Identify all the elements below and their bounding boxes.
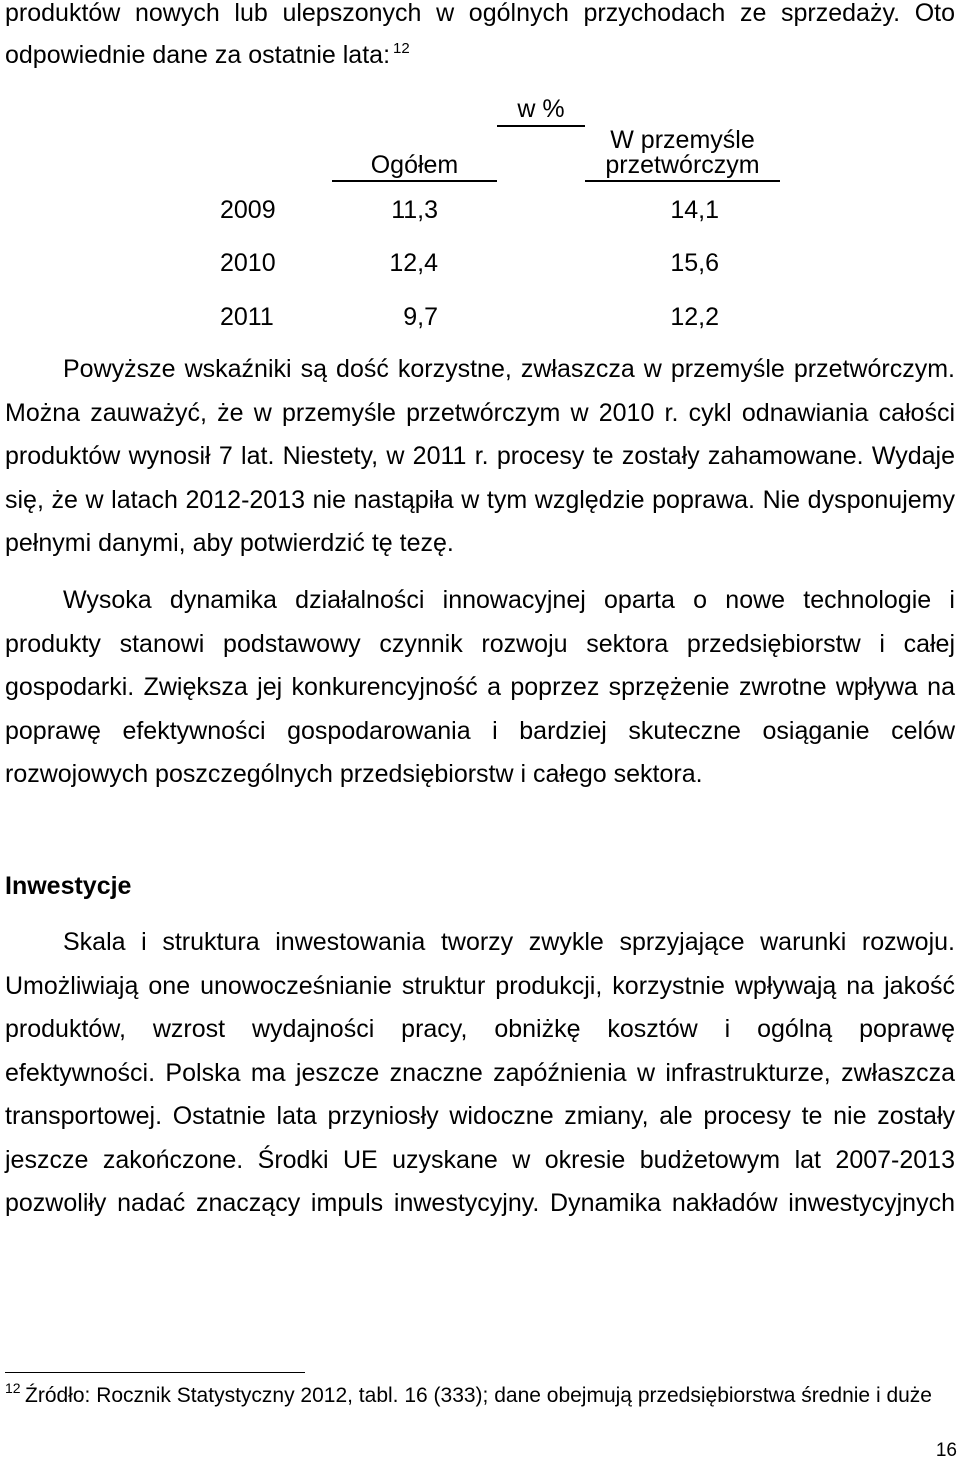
table-cell-manufacturing: 15,6 [670,249,719,278]
table-unit-header: w % [517,95,565,124]
table-cell-manufacturing: 12,2 [670,303,719,332]
text-line: poprawę efektywności gospodarowania i bardziej skuteczne osiąganie celów [5,716,955,745]
text-line: gospodarki. Zwiększa jej konkurencyjność a poprzez sprzężenie zwrotne wpływa na [5,673,955,702]
column-header-manufacturing-line1: W przemyśle [610,126,755,155]
text-line: odpowiednie dane za ostatnie lata: [5,40,391,69]
paragraph [5,587,955,787]
text-line: produktów wynosił 7 lat. Niestety, w 2011 r. procesy te zostały zahamowane. Wydaje [5,442,955,471]
table-row-year: 2009 [220,196,276,225]
text-line: Można zauważyć, że w przemyśle przetwórczym w 2010 r. cykl odnawiania całości [5,398,955,427]
table-cell-total: 11,3 [391,196,438,225]
intro-paragraph [5,0,955,68]
page-number: 16 [935,1440,957,1460]
text-line: Wysoka dynamika działalności innowacyjnej oparta o nowe technologie i [63,586,955,615]
table-cell-total: 12,4 [389,249,438,278]
footnote-number: 12 [5,1380,21,1396]
text-line: rozwojowych poszczególnych przedsiębiorstw i całego sektora. [5,760,703,789]
paragraph [5,356,955,556]
section-heading: Inwestycje [5,872,132,901]
table-row-year: 2010 [220,249,276,278]
table-cell-total: 9,7 [403,303,438,332]
text-line: Powyższe wskaźniki są dość korzystne, zwłaszcza w przemyśle przetwórczym. [63,355,955,384]
text-line: produkty stanowi podstawowy czynnik rozwoju sektora przedsiębiorstw i całej [5,629,955,658]
text-line: się, że w latach 2012-2013 nie nastąpiła w tym względzie poprawa. Nie dysponujemy [5,485,955,514]
text-line: Umożliwiają one unowocześnianie struktur produkcji, korzystnie wpływają na jakość [5,971,955,1000]
text-line: pełnymi danymi, aby potwierdzić tę tezę. [5,529,454,558]
text-line: transportowej. Ostatnie lata przyniosły widoczne zmiany, ale procesy te nie zostały [5,1102,955,1131]
text-line: produktów nowych lub ulepszonych w ogólnych przychodach ze sprzedaży. Oto [5,0,955,27]
text-line: jeszcze zakończone. Środki UE uzyskane w okresie budżetowym lat 2007-2013 [5,1145,955,1174]
header-rule [497,125,585,127]
column-header-manufacturing-line2: przetwórczym [605,151,760,180]
column-header-rule [585,180,780,182]
footnote-separator [5,1372,305,1373]
footnote-reference: 12 [393,39,410,57]
column-header-total: Ogółem [370,151,459,180]
text-line: produktów, wzrost wydajności pracy, obniżkę kosztów i ogólną poprawę [5,1015,955,1044]
table-cell-manufacturing: 14,1 [670,196,719,225]
text-line: pozwoliły nadać znaczący impuls inwestycyjny. Dynamika nakładów inwestycyjnych [5,1189,955,1218]
footnote-text: Źródło: Rocznik Statystyczny 2012, tabl. 16 (333); dane obejmują przedsiębiorstwa średnie i duże [25,1383,932,1407]
paragraph [5,929,955,1216]
text-line: efektywności. Polska ma jeszcze znaczne zapóźnienia w infrastrukturze, zwłaszcza [5,1058,955,1087]
text-line: Skala i struktura inwestowania tworzy zwykle sprzyjające warunki rozwoju. [63,928,955,957]
table-row-year: 2011 [220,303,274,332]
text-line-with-footnote [5,39,955,69]
column-header-rule [332,180,497,182]
